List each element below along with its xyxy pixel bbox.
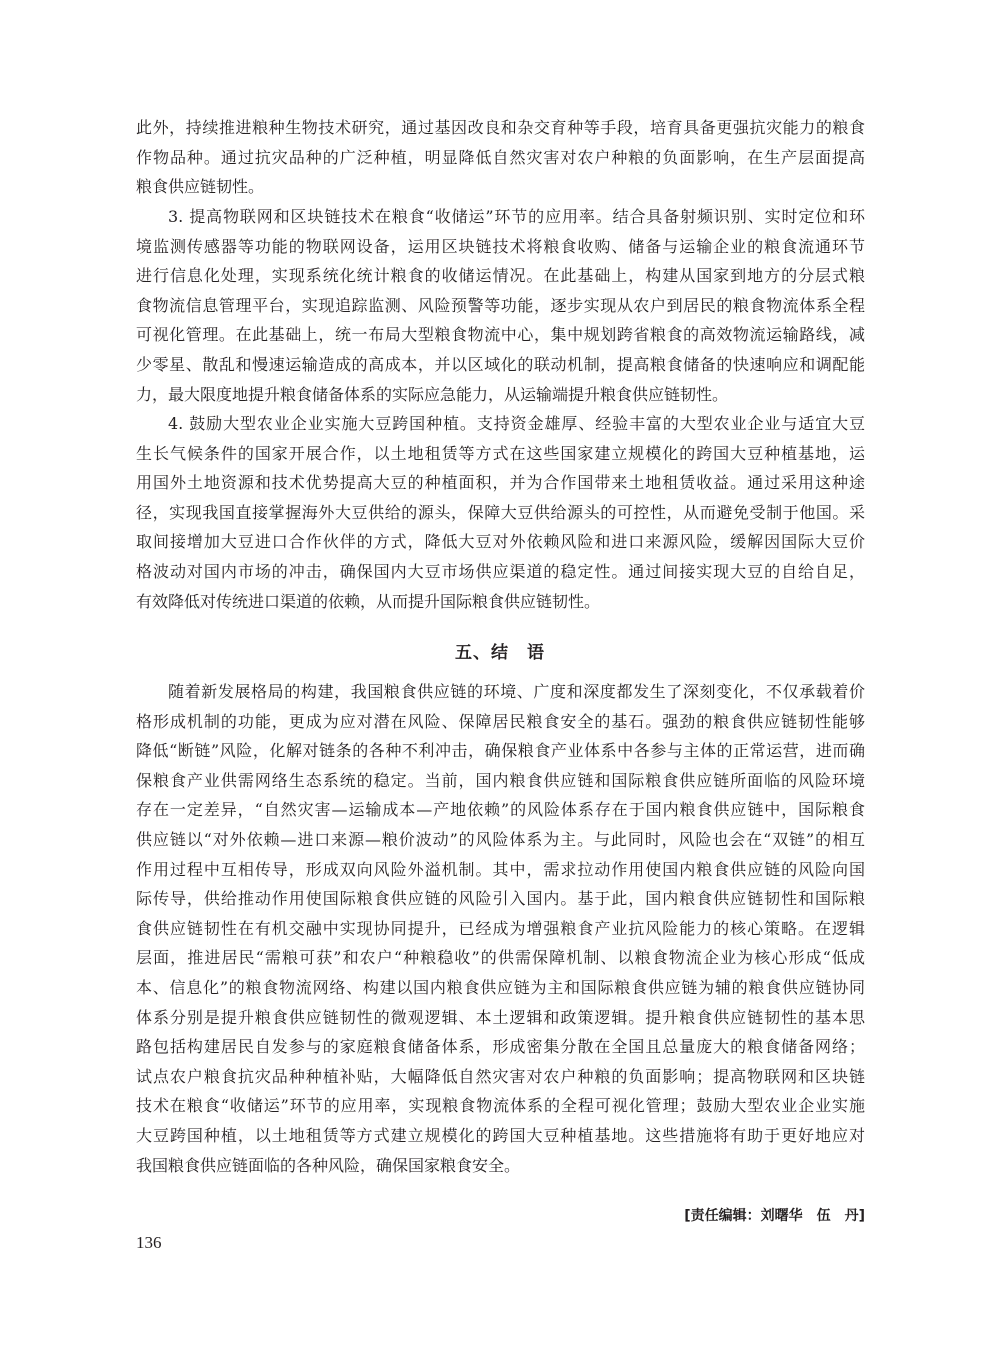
text-line: 3. 提高物联网和区块链技术在粮食“收储运”环节的应用率。结合具备射频识别、实时定位和环: [168, 207, 865, 226]
text-line: 本、信息化”的粮食物流网络、构建以国内粮食供应链为主和国际粮食供应链为辅的粮食供应链协同: [136, 977, 865, 997]
paragraph-soybean-planting: [136, 409, 865, 616]
text-line: 际传导，供给推动作用使国际粮食供应链的风险引入国内。基于此，国内粮食供应链韧性和国际粮: [136, 889, 865, 909]
text-line: 试点农户粮食抗灾品种种植补贴，大幅降低自然灾害对农户种粮的负面影响；提高物联网和区块链: [136, 1066, 865, 1086]
text-line: 用国外土地资源和技术优势提高大豆的种植面积，并为合作国带来土地租赁收益。通过采用这种途: [136, 473, 865, 493]
text-line: 大豆跨国种植，以土地租赁等方式建立规模化的跨国大豆种植基地。这些措施将有助于更好地应对: [136, 1125, 865, 1145]
text-line: 取间接增加大豆进口合作伙伴的方式，降低大豆对外依赖风险和进口来源风险，缓解因国际大豆价: [136, 532, 865, 552]
text-line: 作物品种。通过抗灾品种的广泛种植，明显降低自然灾害对农户种粮的负面影响，在生产层面提高: [136, 147, 865, 167]
paragraph-iot-blockchain: [136, 202, 865, 409]
text-line: 我国粮食供应链面临的各种风险，确保国家粮食安全。: [136, 1155, 521, 1175]
text-line: 层面，推进居民“需粮可获”和农户“种粮稳收”的供需保障机制、以粮食物流企业为核心形成“低成: [136, 948, 865, 968]
text-line: 格形成机制的功能，更成为应对潜在风险、保障居民粮食安全的基石。强劲的粮食供应链韧性能够: [136, 711, 865, 731]
editor-note: [责任编辑：刘曙华 伍 丹]: [684, 1208, 865, 1224]
text-line: 保粮食产业供需网络生态系统的稳定。当前，国内粮食供应链和国际粮食供应链所面临的风险环境: [136, 770, 865, 790]
text-line: 供应链以“对外依赖—进口来源—粮价波动”的风险体系为主。与此同时，风险也会在“双链”的相互: [136, 829, 865, 849]
section-heading: 五、结 语: [455, 643, 545, 663]
text-line: 体系分别是提升粮食供应链韧性的微观逻辑、本土逻辑和政策逻辑。提升粮食供应链韧性的基本思: [136, 1007, 865, 1027]
text-line: 食物流信息管理平台，实现追踪监测、风险预警等功能，逐步实现从农户到居民的粮食物流体系全程: [136, 295, 865, 315]
text-line: 此外，持续推进粮种生物技术研究，通过基因改良和杂交育种等手段，培育具备更强抗灾能力的粮食: [136, 118, 865, 137]
text-line: 力，最大限度地提升粮食储备体系的实际应急能力，从运输端提升粮食供应链韧性。: [136, 384, 729, 404]
paragraph-seed-tech: [136, 113, 865, 202]
text-line: 路包括构建居民自发参与的家庭粮食储备体系，形成密集分散在全国且总量庞大的粮食储备网络；: [136, 1037, 865, 1057]
text-line: 可视化管理。在此基础上，统一布局大型粮食物流中心，集中规划跨省粮食的高效物流运输路线，减: [136, 325, 865, 345]
text-line: 径，实现我国直接掌握海外大豆供给的源头，保障大豆供给源头的可控性，从而避免受制于他国。采: [136, 502, 865, 522]
text-line: 境监测传感器等功能的物联网设备，运用区块链技术将粮食收购、储备与运输企业的粮食流通环节: [136, 236, 865, 256]
text-line: 粮食供应链韧性。: [136, 177, 265, 197]
text-line: 降低“断链”风险，化解对链条的各种不利冲击，确保粮食产业体系中各参与主体的正常运营，进而确: [136, 741, 865, 761]
text-line: 4. 鼓励大型农业企业实施大豆跨国种植。支持资金雄厚、经验丰富的大型农业企业与适宜大豆: [168, 414, 865, 433]
text-line: 少零星、散乱和慢速运输造成的高成本，并以区域化的联动机制，提高粮食储备的快速响应和调配能: [136, 354, 865, 374]
text-line: 生长气候条件的国家开展合作，以土地租赁等方式在这些国家建立规模化的跨国大豆种植基地，运: [136, 443, 865, 463]
text-line: 作用过程中互相传导，形成双向风险外溢机制。其中，需求拉动作用使国内粮食供应链的风险向国: [136, 859, 865, 879]
text-line: 格波动对国内市场的冲击，确保国内大豆市场供应渠道的稳定性。通过间接实现大豆的自给自足，: [136, 561, 865, 581]
paragraph-conclusion: [136, 677, 865, 1180]
text-line: 技术在粮食“收储运”环节的应用率，实现粮食物流体系的全程可视化管理；鼓励大型农业企业实施: [136, 1096, 865, 1116]
text-line: 存在一定差异，“自然灾害—运输成本—产地依赖”的风险体系存在于国内粮食供应链中，国际粮食: [136, 800, 865, 820]
text-line: 随着新发展格局的构建，我国粮食供应链的环境、广度和深度都发生了深刻变化，不仅承载着价: [168, 682, 865, 701]
text-line: 有效降低对传统进口渠道的依赖，从而提升国际粮食供应链韧性。: [136, 591, 601, 611]
text-line: 进行信息化处理，实现系统化统计粮食的收储运情况。在此基础上，构建从国家到地方的分层式粮: [136, 266, 865, 286]
page-number: 136: [136, 1233, 162, 1252]
text-line: 食供应链韧性在有机交融中实现协同提升，已经成为增强粮食产业抗风险能力的核心策略。在逻辑: [136, 918, 865, 938]
